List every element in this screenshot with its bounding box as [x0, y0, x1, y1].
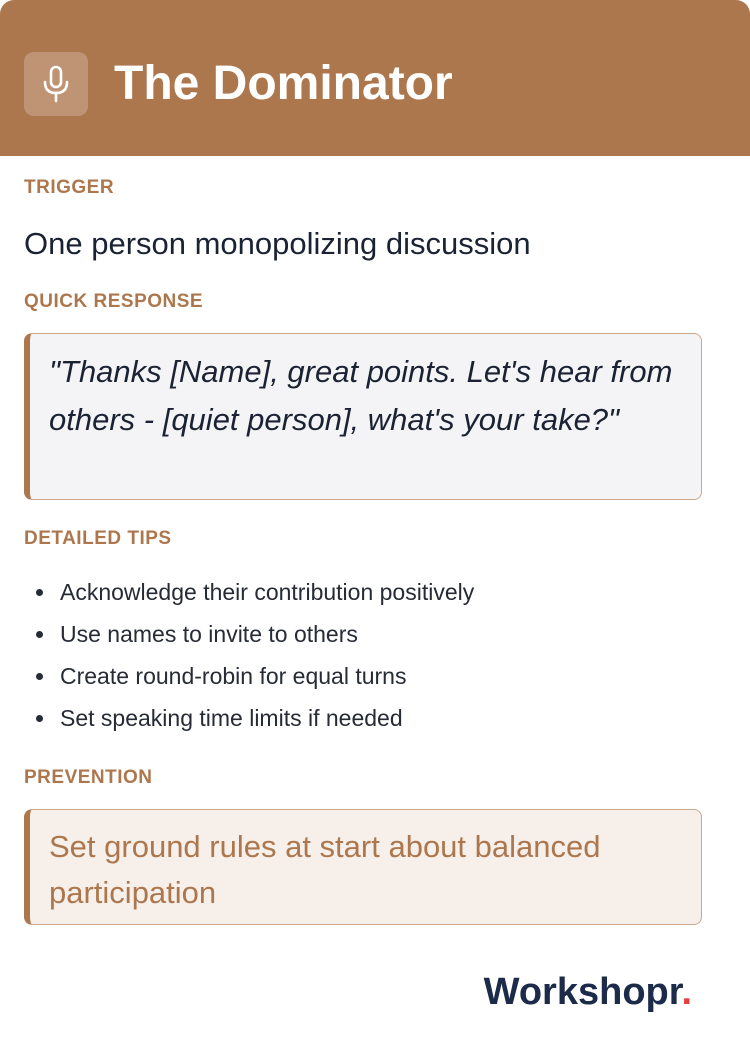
tip-item — [24, 698, 474, 740]
prevention-label: PREVENTION — [24, 767, 153, 788]
tip-item — [24, 656, 474, 698]
bullet-icon — [36, 631, 43, 638]
prevention-box — [24, 809, 702, 925]
bullet-icon — [36, 673, 43, 680]
trigger-label: TRIGGER — [24, 177, 115, 198]
quick-response-text: "Thanks [Name], great points. Let's hear from others - [quiet person], what's your take?" — [49, 354, 673, 437]
brand-dot: . — [681, 971, 692, 1013]
card-header — [0, 0, 750, 156]
tips-list — [24, 572, 474, 740]
quick-response-box — [24, 333, 702, 500]
tip-text: Set speaking time limits if needed — [60, 705, 403, 731]
tip-item — [24, 614, 474, 656]
brand-name: Workshopr — [483, 971, 682, 1013]
tip-text: Acknowledge their contribution positively — [60, 579, 475, 605]
tip-text: Create round-robin for equal turns — [60, 663, 407, 689]
trigger-text: One person monopolizing discussion — [24, 226, 531, 261]
quick-response-label: QUICK RESPONSE — [24, 291, 204, 312]
brand-logo — [484, 968, 692, 1016]
bullet-icon — [36, 715, 43, 722]
microphone-icon — [41, 65, 71, 103]
tip-text: Use names to invite to others — [60, 621, 358, 647]
bullet-icon — [36, 589, 43, 596]
card-title: The Dominator — [114, 57, 453, 110]
microphone-icon-box — [24, 52, 88, 116]
detailed-tips-label: DETAILED TIPS — [24, 528, 172, 549]
tip-item — [24, 572, 474, 614]
prevention-text: Set ground rules at start about balanced participation — [49, 829, 601, 910]
